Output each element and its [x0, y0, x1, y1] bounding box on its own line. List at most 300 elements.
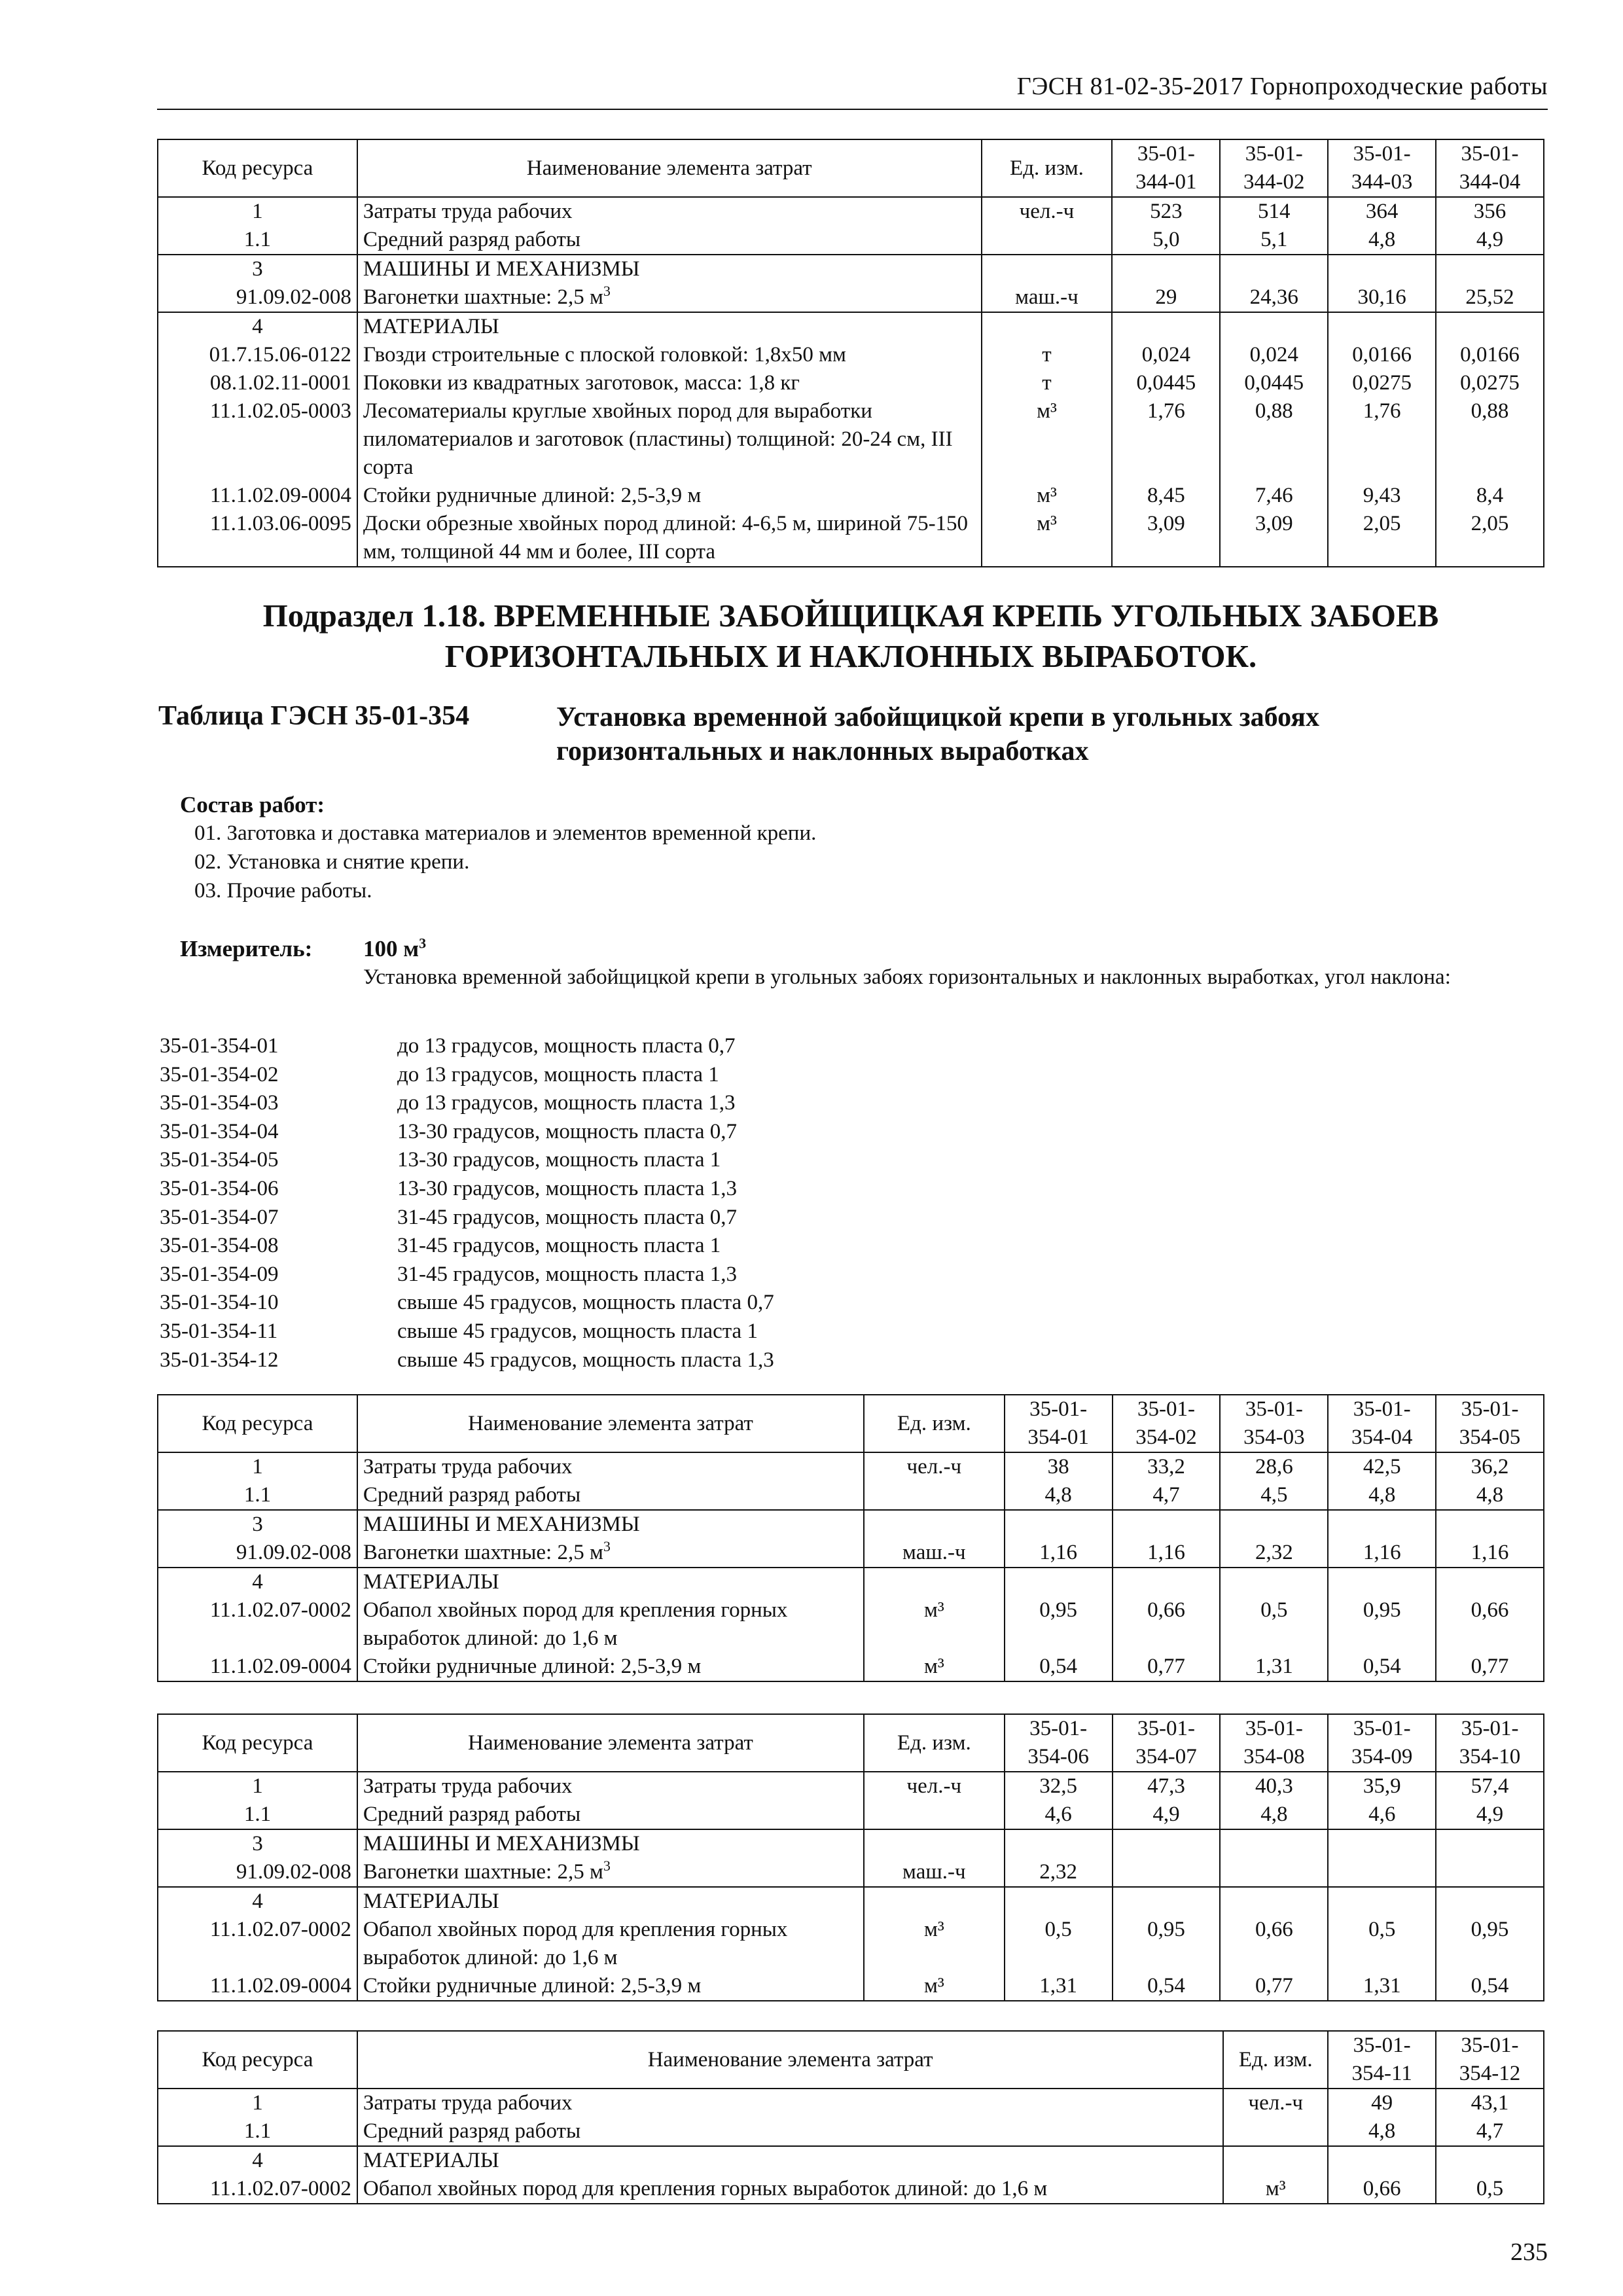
norm-value: [1220, 1858, 1328, 1887]
norm-value: 0,024: [1112, 341, 1220, 369]
table-row: [158, 397, 1544, 482]
norm-value: [1436, 2146, 1544, 2175]
resource-unit: м³: [982, 397, 1113, 482]
resource-code: 11.1.02.07-0002: [158, 1916, 357, 1972]
resource-unit: [864, 1887, 1005, 1916]
resource-name: [357, 369, 982, 397]
norm-value: 25,52: [1436, 283, 1544, 312]
resource-unit: м³: [982, 510, 1113, 567]
resource-unit: [864, 1801, 1005, 1829]
col-header-norm-line: 344-03: [1351, 170, 1413, 194]
norm-value: 0,0275: [1328, 369, 1436, 397]
subsection-title-line2: ГОРИЗОНТАЛЬНЫХ И НАКЛОННЫХ ВЫРАБОТОК.: [444, 638, 1257, 674]
norm-value: 4,9: [1436, 226, 1544, 255]
resource-name: [357, 510, 982, 567]
subsection-title: [157, 596, 1544, 677]
norm-value: 1,31: [1220, 1653, 1328, 1681]
table-row: [158, 2146, 1544, 2175]
resource-unit: [864, 1510, 1005, 1539]
norm-value: [1328, 1887, 1436, 1916]
col-header-norm-line: 35-01-: [1029, 1717, 1088, 1740]
table-row: [158, 1568, 1544, 1596]
resource-unit: маш.-ч: [982, 283, 1113, 312]
norm-value: [1436, 255, 1544, 283]
measurer-value: 100 $м^3$: [363, 935, 427, 961]
norm-value: 4,8: [1436, 1481, 1544, 1510]
resource-code: 3: [158, 1829, 357, 1858]
resource-unit: чел.-ч: [1223, 2089, 1328, 2117]
norm-value: 32,5: [1005, 1772, 1113, 1801]
norm-value: 1,16: [1436, 1539, 1544, 1568]
resource-name: [357, 1801, 864, 1829]
resource-name: [357, 226, 982, 255]
col-header-norm: [1436, 139, 1544, 197]
resource-table-344: [157, 139, 1544, 567]
resource-name-text: МАШИНЫ И МЕХАНИЗМЫ: [363, 257, 640, 281]
table-row: [158, 1481, 1544, 1510]
work-item: 02. Установка и снятие крепи.: [194, 850, 470, 874]
norm-value: 0,0166: [1328, 341, 1436, 369]
table-row: [158, 510, 1544, 567]
norm-value: 35,9: [1328, 1772, 1436, 1801]
norm-row-code: 35-01-354-12: [160, 1348, 279, 1372]
resource-code: 11.1.02.07-0002: [158, 2175, 357, 2204]
col-header-norm-line: 354-10: [1459, 1745, 1521, 1768]
norm-row-code: 35-01-354-08: [160, 1234, 279, 1258]
col-header-norm: [1113, 1714, 1221, 1772]
col-header-name: Наименование элемента затрат: [357, 2031, 1223, 2089]
norm-value: 24,36: [1220, 283, 1328, 312]
norm-value: 0,95: [1113, 1916, 1221, 1972]
norm-value: [1005, 1887, 1113, 1916]
resource-code: 08.1.02.11-0001: [158, 369, 357, 397]
table-row: [158, 226, 1544, 255]
col-header-norm-line: 35-01-: [1353, 2034, 1411, 2057]
resource-name-text: Вагонетки шахтные: 2,5 м: [363, 1541, 603, 1564]
col-header-norm-line: 35-01-: [1461, 142, 1519, 166]
norm-value: 364: [1328, 197, 1436, 226]
resource-code: 11.1.02.09-0004: [158, 1653, 357, 1681]
norm-value: [1328, 1568, 1436, 1596]
resource-table-354-b: [157, 1713, 1544, 2001]
col-header-norm: [1328, 1714, 1436, 1772]
norm-value: 0,0166: [1436, 341, 1544, 369]
norm-value: 0,0445: [1220, 369, 1328, 397]
resource-unit: [982, 226, 1113, 255]
resource-unit: [982, 255, 1113, 283]
resource-unit: [1223, 2117, 1328, 2146]
col-header-norm-line: 35-01-: [1137, 142, 1195, 166]
resource-name: [357, 2175, 1223, 2204]
resource-name-text: Гвозди строительные с плоской головкой: 1,8x50 мм: [363, 343, 846, 367]
norm-row-text: до 13 градусов, мощность пласта 0,7: [397, 1034, 736, 1058]
resource-code: 11.1.02.09-0004: [158, 482, 357, 510]
col-header-norm-line: 354-02: [1135, 1426, 1197, 1449]
col-header-norm-line: 354-08: [1243, 1745, 1305, 1768]
norm-value: 57,4: [1436, 1772, 1544, 1801]
resource-unit: т: [982, 341, 1113, 369]
resource-name-text: МАТЕРИАЛЫ: [363, 315, 499, 338]
col-header-norm-line: 344-01: [1135, 170, 1197, 194]
norm-value: [1113, 1887, 1221, 1916]
resource-name: [357, 1829, 864, 1858]
norm-value: [1328, 2146, 1436, 2175]
norm-value: 1,31: [1328, 1972, 1436, 2001]
subsection-title-line1: Подраздел 1.18. ВРЕМЕННЫЕ ЗАБОЙЩИЦКАЯ КРЕПЬ УГОЛЬНЫХ ЗАБОЕВ: [262, 598, 1439, 634]
norm-value: 4,6: [1328, 1801, 1436, 1829]
norm-value: 0,0445: [1112, 369, 1220, 397]
norm-value: 0,77: [1113, 1653, 1221, 1681]
resource-code: 91.09.02-008: [158, 1539, 357, 1568]
col-header-norm-line: 354-11: [1351, 2062, 1412, 2085]
norm-value: 4,9: [1436, 1801, 1544, 1829]
resource-unit: м³: [864, 1596, 1005, 1653]
resource-name-text: Затраты труда рабочих: [363, 1455, 573, 1479]
norm-value: 0,66: [1220, 1916, 1328, 1972]
resource-name-text: Стойки рудничные длиной: 2,5-3,9 м: [363, 484, 702, 507]
resource-unit: м³: [864, 1972, 1005, 2001]
resource-name-text: Средний разряд работы: [363, 228, 581, 251]
resource-name-text: МАТЕРИАЛЫ: [363, 1570, 499, 1594]
resource-name: [357, 1887, 864, 1916]
col-header-norm-line: 35-01-: [1353, 1397, 1411, 1421]
norm-value: [1220, 1510, 1328, 1539]
table-row: [158, 1452, 1544, 1481]
norm-row-text: 13-30 градусов, мощность пласта 0,7: [397, 1119, 737, 1143]
norm-value: [1113, 1510, 1221, 1539]
table-row: [158, 2175, 1544, 2204]
norm-row-code: 35-01-354-10: [160, 1291, 279, 1315]
table-row: [158, 1539, 1544, 1568]
col-header-unit: Ед. изм.: [982, 139, 1113, 197]
col-header-norm-line: 354-04: [1351, 1426, 1413, 1449]
norm-value: 4,8: [1328, 2117, 1436, 2146]
col-header-norm-line: 354-01: [1027, 1426, 1089, 1449]
resource-name: [357, 1916, 864, 1972]
norm-row-code: 35-01-354-04: [160, 1119, 279, 1143]
unit-superscript: 3: [603, 1857, 611, 1874]
col-header-norm-line: 354-09: [1351, 1745, 1413, 1768]
table-header-row: [158, 2031, 1544, 2089]
resource-code: 1: [158, 1772, 357, 1801]
resource-name-text: Обапол хвойных пород для крепления горных выработок длиной: до 1,6 м: [363, 1918, 788, 1969]
resource-name-text: Обапол хвойных пород для крепления горных выработок длиной: до 1,6 м: [363, 2177, 1048, 2200]
table-row: [158, 2117, 1544, 2146]
table-row: [158, 255, 1544, 283]
resource-code: 1.1: [158, 1481, 357, 1510]
table-row: [158, 2089, 1544, 2117]
col-header-norm-line: 35-01-: [1353, 1717, 1411, 1740]
resource-unit: [1223, 2146, 1328, 2175]
resource-unit: чел.-ч: [864, 1772, 1005, 1801]
norm-value: 0,5: [1220, 1596, 1328, 1653]
resource-name: [357, 197, 982, 226]
resource-name-text: Средний разряд работы: [363, 1803, 581, 1826]
resource-name: [357, 1539, 864, 1568]
norm-value: [1328, 255, 1436, 283]
norm-value: 0,54: [1005, 1653, 1113, 1681]
col-header-norm-line: 35-01-: [1353, 142, 1411, 166]
norm-value: 38: [1005, 1452, 1113, 1481]
norm-value: 2,05: [1328, 510, 1436, 567]
resource-table-354-c: [157, 2030, 1544, 2204]
norm-value: 28,6: [1220, 1452, 1328, 1481]
norm-row-text: свыше 45 градусов, мощность пласта 1,3: [397, 1348, 774, 1372]
norm-row-text: свыше 45 градусов, мощность пласта 1: [397, 1319, 758, 1343]
resource-name: [357, 397, 982, 482]
resource-name-text: Доски обрезные хвойных пород длиной: 4-6,5 м, шириной 75-150 мм, толщиной 44 мм и более, III сорта: [363, 512, 969, 564]
resource-table-354-a: [157, 1394, 1544, 1682]
resource-name-text: Обапол хвойных пород для крепления горных выработок длиной: до 1,6 м: [363, 1598, 788, 1650]
norm-value: 0,77: [1436, 1653, 1544, 1681]
norm-value: 0,54: [1328, 1653, 1436, 1681]
row-group: [158, 255, 1544, 312]
col-header-norm: [1220, 139, 1328, 197]
resource-code: 91.09.02-008: [158, 283, 357, 312]
norm-row-code: 35-01-354-01: [160, 1034, 279, 1058]
norm-value: [1328, 1829, 1436, 1858]
norm-value: 0,95: [1005, 1596, 1113, 1653]
norm-value: 7,46: [1220, 482, 1328, 510]
norm-value: 9,43: [1328, 482, 1436, 510]
resource-name-text: Вагонетки шахтные: 2,5 м: [363, 285, 603, 309]
norm-value: 0,66: [1328, 2175, 1436, 2204]
resource-name: [357, 1858, 864, 1887]
norm-value: 1,31: [1005, 1972, 1113, 2001]
norm-row-text: 31-45 градусов, мощность пласта 0,7: [397, 1205, 737, 1229]
col-header-norm: [1436, 2031, 1544, 2089]
norm-value: 8,45: [1112, 482, 1220, 510]
norm-value: [1112, 312, 1220, 341]
unit-superscript: 3: [603, 283, 611, 299]
resource-code: 4: [158, 1887, 357, 1916]
norm-value: 4,8: [1328, 1481, 1436, 1510]
row-group: [158, 197, 1544, 255]
table-row: [158, 482, 1544, 510]
norm-value: 0,95: [1328, 1596, 1436, 1653]
norm-value: 4,6: [1005, 1801, 1113, 1829]
resource-name-text: Поковки из квадратных заготовок, масса: 1,8 кг: [363, 371, 800, 395]
norm-value: [1113, 1568, 1221, 1596]
norm-row-text: 31-45 градусов, мощность пласта 1,3: [397, 1262, 737, 1286]
table-row: [158, 1596, 1544, 1653]
norm-value: [1436, 1829, 1544, 1858]
norm-value: 0,88: [1436, 397, 1544, 482]
col-header-norm-line: 354-03: [1243, 1426, 1305, 1449]
norm-value: 2,32: [1220, 1539, 1328, 1568]
resource-name: [357, 341, 982, 369]
norm-value: 0,0275: [1436, 369, 1544, 397]
col-header-norm-line: 344-04: [1459, 170, 1521, 194]
col-header-code: Код ресурса: [158, 2031, 357, 2089]
col-header-norm: [1436, 1395, 1544, 1452]
norm-value: [1005, 1829, 1113, 1858]
norm-value: [1113, 1829, 1221, 1858]
norm-row-code: 35-01-354-02: [160, 1062, 279, 1086]
norm-value: 33,2: [1113, 1452, 1221, 1481]
norm-value: [1436, 1858, 1544, 1887]
resource-unit: [982, 312, 1113, 341]
resource-name: [357, 255, 982, 283]
work-composition-title: Состав работ:: [180, 792, 325, 817]
resource-name-text: Стойки рудничные длиной: 2,5-3,9 м: [363, 1655, 702, 1678]
norm-value: 0,5: [1436, 2175, 1544, 2204]
norm-value: 4,9: [1113, 1801, 1221, 1829]
norm-value: 2,32: [1005, 1858, 1113, 1887]
norm-value: 0,54: [1113, 1972, 1221, 2001]
resource-code: 91.09.02-008: [158, 1858, 357, 1887]
resource-name: [357, 283, 982, 312]
row-group: [158, 2089, 1544, 2146]
table-row: [158, 1916, 1544, 1972]
norm-value: [1113, 1858, 1221, 1887]
table-row: [158, 1772, 1544, 1801]
table-row: [158, 197, 1544, 226]
resource-name: [357, 1972, 864, 2001]
work-item: 03. Прочие работы.: [194, 879, 372, 903]
col-header-norm-line: 35-01-: [1245, 1717, 1303, 1740]
col-header-norm-line: 35-01-: [1461, 2034, 1519, 2057]
norm-value: 49: [1328, 2089, 1436, 2117]
resource-name-text: МАТЕРИАЛЫ: [363, 2149, 499, 2172]
norm-value: 356: [1436, 197, 1544, 226]
resource-code: 3: [158, 255, 357, 283]
norm-value: 4,8: [1220, 1801, 1328, 1829]
col-header-norm-line: 35-01-: [1137, 1717, 1195, 1740]
norm-value: 0,5: [1328, 1916, 1436, 1972]
resource-name-text: Лесоматериалы круглые хвойных пород для выработки пиломатериалов и заготовок (пластины) толщиной: 20-24 см, III сорта: [363, 399, 953, 479]
col-header-norm-line: 354-06: [1027, 1745, 1089, 1768]
col-header-norm-line: 35-01-: [1029, 1397, 1088, 1421]
norm-value: 5,1: [1220, 226, 1328, 255]
col-header-code: Код ресурса: [158, 1714, 357, 1772]
resource-name-text: Средний разряд работы: [363, 1483, 581, 1507]
norm-value: [1005, 1568, 1113, 1596]
resource-code: 11.1.02.05-0003: [158, 397, 357, 482]
col-header-norm-line: 354-07: [1135, 1745, 1197, 1768]
resource-unit: маш.-ч: [864, 1858, 1005, 1887]
norm-value: [1220, 312, 1328, 341]
table-row: [158, 1801, 1544, 1829]
col-header-code: Код ресурса: [158, 1395, 357, 1452]
resource-code: 11.1.02.07-0002: [158, 1596, 357, 1653]
table-row: [158, 283, 1544, 312]
row-group: [158, 1452, 1544, 1510]
resource-code: 1: [158, 197, 357, 226]
resource-code: 4: [158, 1568, 357, 1596]
row-group: [158, 2146, 1544, 2204]
resource-code: 1.1: [158, 226, 357, 255]
resource-code: 1.1: [158, 1801, 357, 1829]
resource-name: [357, 1510, 864, 1539]
norm-row-text: 13-30 градусов, мощность пласта 1,3: [397, 1177, 737, 1200]
col-header-norm: [1328, 1395, 1436, 1452]
col-header-norm-line: 354-12: [1459, 2062, 1521, 2085]
col-header-norm-line: 35-01-: [1461, 1397, 1519, 1421]
norm-value: 4,8: [1328, 226, 1436, 255]
norm-value: [1436, 1568, 1544, 1596]
norm-value: [1436, 312, 1544, 341]
norm-row-code: 35-01-354-11: [160, 1319, 278, 1343]
table-row: [158, 1972, 1544, 2001]
resource-code: 11.1.03.06-0095: [158, 510, 357, 567]
resource-unit: чел.-ч: [864, 1452, 1005, 1481]
resource-code: 1: [158, 2089, 357, 2117]
norm-value: [1220, 255, 1328, 283]
norm-value: 3,09: [1112, 510, 1220, 567]
resource-name: [357, 1653, 864, 1681]
col-header-norm-line: 35-01-: [1461, 1717, 1519, 1740]
resource-unit: м³: [1223, 2175, 1328, 2204]
norm-value: 4,8: [1005, 1481, 1113, 1510]
norm-row-code: 35-01-354-05: [160, 1148, 279, 1172]
work-item: 01. Заготовка и доставка материалов и элементов временной крепи.: [194, 821, 817, 845]
col-header-norm: [1220, 1714, 1328, 1772]
resource-unit: т: [982, 369, 1113, 397]
norm-value: 30,16: [1328, 283, 1436, 312]
measurer-label: Измеритель:: [180, 936, 313, 961]
norm-row-text: до 13 градусов, мощность пласта 1: [397, 1062, 719, 1086]
norm-value: 36,2: [1436, 1452, 1544, 1481]
table-row: [158, 1858, 1544, 1887]
norm-value: [1328, 1510, 1436, 1539]
col-header-norm: [1005, 1714, 1113, 1772]
resource-name: [357, 1568, 864, 1596]
resource-unit: м³: [864, 1653, 1005, 1681]
norm-value: 40,3: [1220, 1772, 1328, 1801]
resource-unit: чел.-ч: [982, 197, 1113, 226]
norm-row-code: 35-01-354-03: [160, 1091, 279, 1115]
running-header: ГЭСН 81-02-35-2017 Горнопроходческие работы: [1016, 73, 1548, 100]
table-row: [158, 312, 1544, 341]
norm-row-text: 31-45 градусов, мощность пласта 1: [397, 1234, 721, 1258]
table-row: [158, 1510, 1544, 1539]
resource-code: 1.1: [158, 2117, 357, 2146]
col-header-norm-line: 35-01-: [1245, 142, 1303, 166]
resource-name: [357, 482, 982, 510]
resource-name: [357, 2146, 1223, 2175]
norm-row-text: до 13 градусов, мощность пласта 1,3: [397, 1091, 736, 1115]
resource-code: 01.7.15.06-0122: [158, 341, 357, 369]
norm-value: 29: [1112, 283, 1220, 312]
col-header-norm: [1220, 1395, 1328, 1452]
norm-row-text: свыше 45 градусов, мощность пласта 0,7: [397, 1291, 774, 1315]
unit-superscript: 3: [603, 1538, 611, 1554]
table-row: [158, 341, 1544, 369]
norm-value: 0,5: [1005, 1916, 1113, 1972]
norm-value: 0,88: [1220, 397, 1328, 482]
resource-code: 3: [158, 1510, 357, 1539]
col-header-code: Код ресурса: [158, 139, 357, 197]
norm-table-description: Установка временной забойщицкой крепи в угольных забоях горизонтальных и наклонных выработках: [556, 702, 1319, 766]
resource-code: 1: [158, 1452, 357, 1481]
norm-value: [1220, 1829, 1328, 1858]
resource-name-text: Стойки рудничные длиной: 2,5-3,9 м: [363, 1974, 702, 1998]
resource-unit: [864, 1481, 1005, 1510]
norm-value: [1328, 1858, 1436, 1887]
norm-value: [1328, 312, 1436, 341]
table-row: [158, 369, 1544, 397]
row-group: [158, 1510, 1544, 1568]
row-group: [158, 1772, 1544, 1829]
row-group: [158, 312, 1544, 567]
col-header-norm-line: 35-01-: [1245, 1397, 1303, 1421]
norm-value: 1,16: [1005, 1539, 1113, 1568]
col-header-unit: Ед. изм.: [864, 1395, 1005, 1452]
resource-unit: м³: [982, 482, 1113, 510]
norm-value: 1,76: [1112, 397, 1220, 482]
norm-row-code: 35-01-354-07: [160, 1205, 279, 1229]
